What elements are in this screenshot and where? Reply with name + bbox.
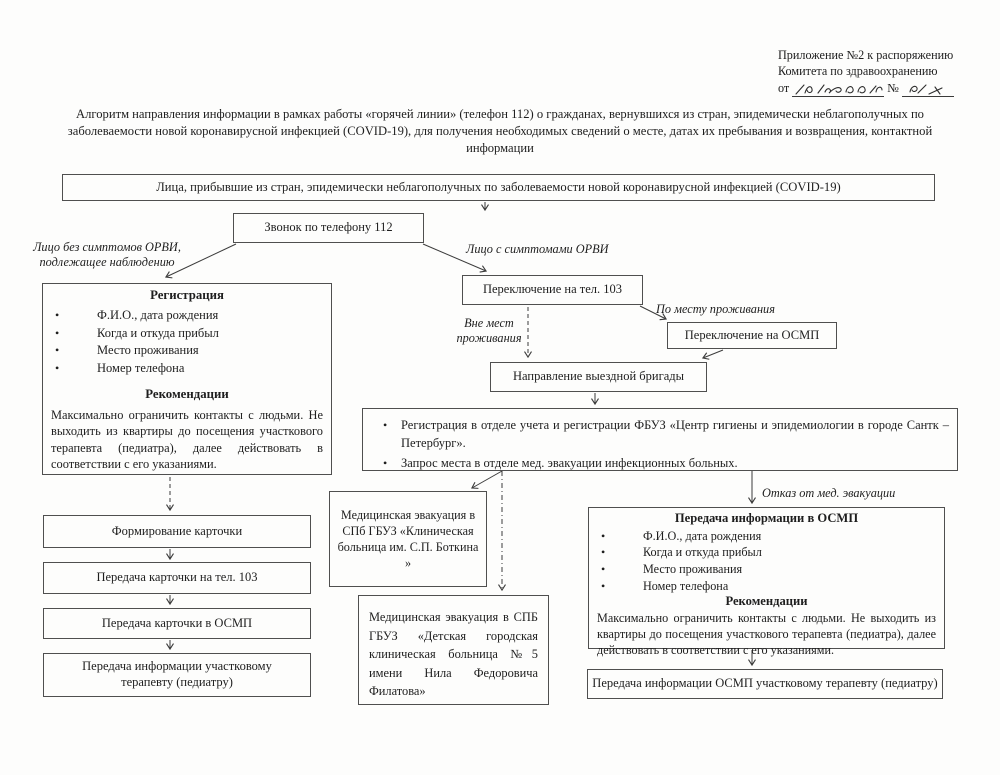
node-call-112-text: Звонок по телефону 112 xyxy=(264,220,393,235)
node-fbuz xyxy=(362,408,958,471)
bullet-text: Номер телефона xyxy=(97,361,185,376)
node-card-to-osmp-text: Передача карточки в ОСМП xyxy=(101,615,253,630)
bullet-dot: • xyxy=(55,361,60,376)
bullet-item xyxy=(43,307,331,325)
node-card-to-103-text: Передача карточки на тел. 103 xyxy=(96,570,258,585)
registration-recommendations-text: Максимально ограничить контакты с людьми. Не выходить из квартиры до посещения участкового терапевта (педиатра), далее действовать в соответствии с его указаниями. xyxy=(51,407,323,472)
osmp-info-title: Передача информации в ОСМП xyxy=(674,511,859,525)
bullet-text: Регистрация в отделе учета и регистрации ФБУЗ «Центр гигиены и эпидемиологии в городе Сантк – Петербург». xyxy=(401,418,949,450)
node-filatov-hospital xyxy=(358,595,549,705)
handwritten-number xyxy=(902,82,954,97)
bullet-dot: • xyxy=(601,561,606,576)
osmp-info-bullet-list xyxy=(589,528,944,594)
bullet-item xyxy=(43,342,331,360)
header-note xyxy=(778,48,970,97)
edge-label-at-residence: По месту проживания xyxy=(656,302,775,316)
bullet-dot: • xyxy=(383,418,388,432)
bullet-text: Запрос места в отделе мед. эвакуации инфекционных больных. xyxy=(401,455,738,470)
node-info-to-therapist-text: Передача информации участковому терапевту (педиатру) xyxy=(82,659,272,689)
node-arrivals-text: Лица, прибывшие из стран, эпидемически неблагополучных по заболеваемости новой коронавирусной инфекцией (COVID-19) xyxy=(156,179,841,194)
bullet-item xyxy=(589,578,944,595)
handwriting-scribble-number xyxy=(902,82,954,98)
node-brigade-text: Направление выездной бригады xyxy=(512,369,685,384)
osmp-info-recommendations-text: Максимально ограничить контакты с людьми. Не выходить из квартиры до посещения участкового терапевта (педиатра), далее действовать в соответствии с его указаниями. xyxy=(597,610,936,657)
bullet-text: Когда и откуда прибыл xyxy=(643,545,762,560)
node-osmp-to-therapist-text: Передача информации ОСМП участковому терапевту (педиатру) xyxy=(592,676,938,691)
node-switch-103-text: Переключение на тел. 103 xyxy=(482,282,623,297)
node-filatov-hospital-text: Медицинская эвакуация в СПБ ГБУЗ «Детская городская клиническая больница №5 имени Нила Федоровича Филатова» xyxy=(369,610,538,699)
node-switch-103 xyxy=(462,275,643,305)
edge-label-with-symptoms: Лицо с симптомами ОРВИ xyxy=(466,242,609,256)
node-info-to-therapist xyxy=(43,653,311,697)
bullet-item xyxy=(589,561,944,578)
bullet-item xyxy=(589,544,944,561)
bullet-text: Ф.И.О., дата рождения xyxy=(643,528,762,543)
bullet-dot: • xyxy=(55,343,60,358)
bullet-dot: • xyxy=(601,578,606,593)
node-botkin-hospital-text: Медицинская эвакуация в СПб ГБУЗ «Клиническая больница им. С.П. Боткина » xyxy=(337,507,479,571)
node-card-form xyxy=(43,515,311,548)
bullet-item xyxy=(43,360,331,378)
bullet-text: Номер телефона xyxy=(643,578,729,593)
bullet-item xyxy=(371,417,949,453)
node-botkin-hospital xyxy=(329,491,487,587)
header-note-line2: Комитета по здравоохранению xyxy=(778,63,938,78)
handwriting-scribble-date xyxy=(792,82,884,98)
node-arrivals xyxy=(62,174,935,201)
node-osmp-to-therapist xyxy=(587,669,943,699)
bullet-text: Место проживания xyxy=(643,561,743,576)
edge-label-outside-residence: Вне мест проживания xyxy=(456,316,522,346)
header-note-line3 xyxy=(778,81,970,97)
node-card-to-osmp xyxy=(43,608,311,639)
node-registration xyxy=(42,283,332,475)
bullet-item xyxy=(371,455,949,473)
registration-bullet-list xyxy=(43,307,331,378)
node-switch-osmp xyxy=(667,322,837,349)
bullet-text: Ф.И.О., дата рождения xyxy=(97,307,219,322)
registration-title: Регистрация xyxy=(150,288,224,302)
edge-label-evacuation-refusal: Отказ от мед. эвакуации xyxy=(762,486,896,500)
header-note-line1: Приложение №2 к распоряжению xyxy=(778,48,954,62)
node-call-112 xyxy=(233,213,424,243)
registration-recommendations-title: Рекомендации xyxy=(145,386,229,401)
bullet-dot: • xyxy=(601,528,606,543)
bullet-dot: • xyxy=(55,325,60,340)
bullet-text: Место проживания xyxy=(97,343,199,358)
node-card-to-103 xyxy=(43,562,311,594)
fbuz-bullet-list xyxy=(371,417,949,472)
osmp-info-recommendations-title: Рекомендации xyxy=(725,594,808,609)
from-label: от xyxy=(778,81,790,96)
bullet-text: Когда и откуда прибыл xyxy=(97,325,219,340)
bullet-dot: • xyxy=(55,307,60,322)
edge-label-no-symptoms: Лицо без симптомов ОРВИ, подлежащее наблюдению xyxy=(33,240,181,270)
handwritten-date xyxy=(792,82,884,97)
node-card-form-text: Формирование карточки xyxy=(111,523,243,538)
number-label: № xyxy=(887,81,899,96)
bullet-dot: • xyxy=(601,545,606,560)
node-switch-osmp-text: Переключение на ОСМП xyxy=(684,327,820,342)
bullet-item xyxy=(43,325,331,343)
document-title: Алгоритм направления информации в рамках работы «горячей линии» (телефон 112) о гражданах, вернувшихся из стран, эпидемически неблагополучных по заболеваемости новой коронавирусной инфекцией (COVID-19), для получения необходимых сведений о месте, датах их пребывания и возвращения, контактной информации xyxy=(67,107,933,155)
bullet-item xyxy=(589,528,944,545)
bullet-dot: • xyxy=(383,455,388,470)
node-osmp-info xyxy=(588,507,945,657)
node-brigade xyxy=(490,362,707,392)
